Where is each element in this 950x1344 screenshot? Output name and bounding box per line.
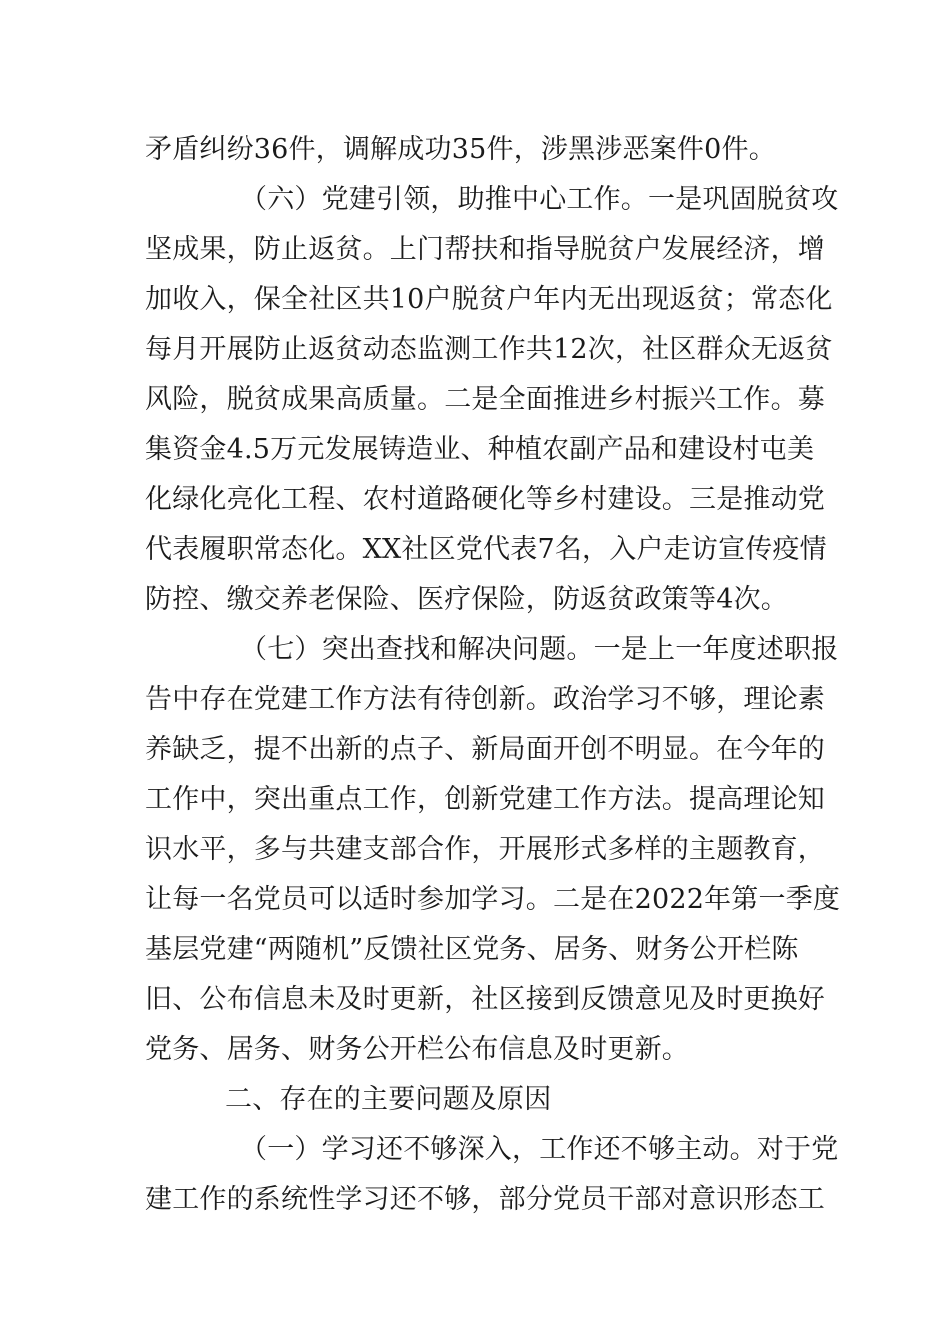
paragraph-line: 集资金4.5万元发展铸造业、种植农副产品和建设村屯美 [145, 434, 815, 465]
paragraph-line: 矛盾纠纷36件，调解成功35件，涉黑涉恶案件0件。 [145, 134, 776, 165]
paragraph-line: （七）突出查找和解决问题。一是上一年度述职报 [240, 634, 839, 665]
paragraph-line: 化绿化亮化工程、农村道路硬化等乡村建设。三是推动党 [145, 484, 825, 515]
paragraph-line: 识水平，多与共建支部合作，开展形式多样的主题教育， [145, 834, 825, 865]
paragraph-line: 每月开展防止返贫动态监测工作共12次，社区群众无返贫 [145, 334, 833, 365]
paragraph-line: 加收入，保全社区共10户脱贫户年内无出现返贫；常态化 [145, 284, 833, 315]
paragraph-line: （一）学习还不够深入，工作还不够主动。对于党 [240, 1134, 839, 1165]
paragraph-line: 让每一名党员可以适时参加学习。二是在2022年第一季度 [145, 884, 841, 915]
paragraph-line: 告中存在党建工作方法有待创新。政治学习不够，理论素 [145, 684, 825, 715]
paragraph-line: 基层党建“两随机”反馈社区党务、居务、财务公开栏陈 [145, 934, 799, 965]
paragraph-line: 代表履职常态化。XX社区党代表7名，入户走访宣传疫情 [145, 534, 827, 565]
paragraph-line: 养缺乏，提不出新的点子、新局面开创不明显。在今年的 [145, 734, 825, 765]
paragraph-line: 坚成果，防止返贫。上门帮扶和指导脱贫户发展经济，增 [145, 234, 825, 265]
paragraph-line: 风险，脱贫成果高质量。二是全面推进乡村振兴工作。募 [145, 384, 825, 415]
paragraph-line: （六）党建引领，助推中心工作。一是巩固脱贫攻 [240, 184, 839, 215]
paragraph-line: 防控、缴交养老保险、医疗保险，防返贫政策等4次。 [145, 584, 788, 615]
section-heading: 二、存在的主要问题及原因 [225, 1084, 552, 1115]
paragraph-line: 党务、居务、财务公开栏公布信息及时更新。 [145, 1034, 689, 1065]
paragraph-line: 工作中，突出重点工作，创新党建工作方法。提高理论知 [145, 784, 825, 815]
paragraph-line: 旧、公布信息未及时更新，社区接到反馈意见及时更换好 [145, 984, 825, 1015]
paragraph-line: 建工作的系统性学习还不够，部分党员干部对意识形态工 [145, 1184, 825, 1215]
